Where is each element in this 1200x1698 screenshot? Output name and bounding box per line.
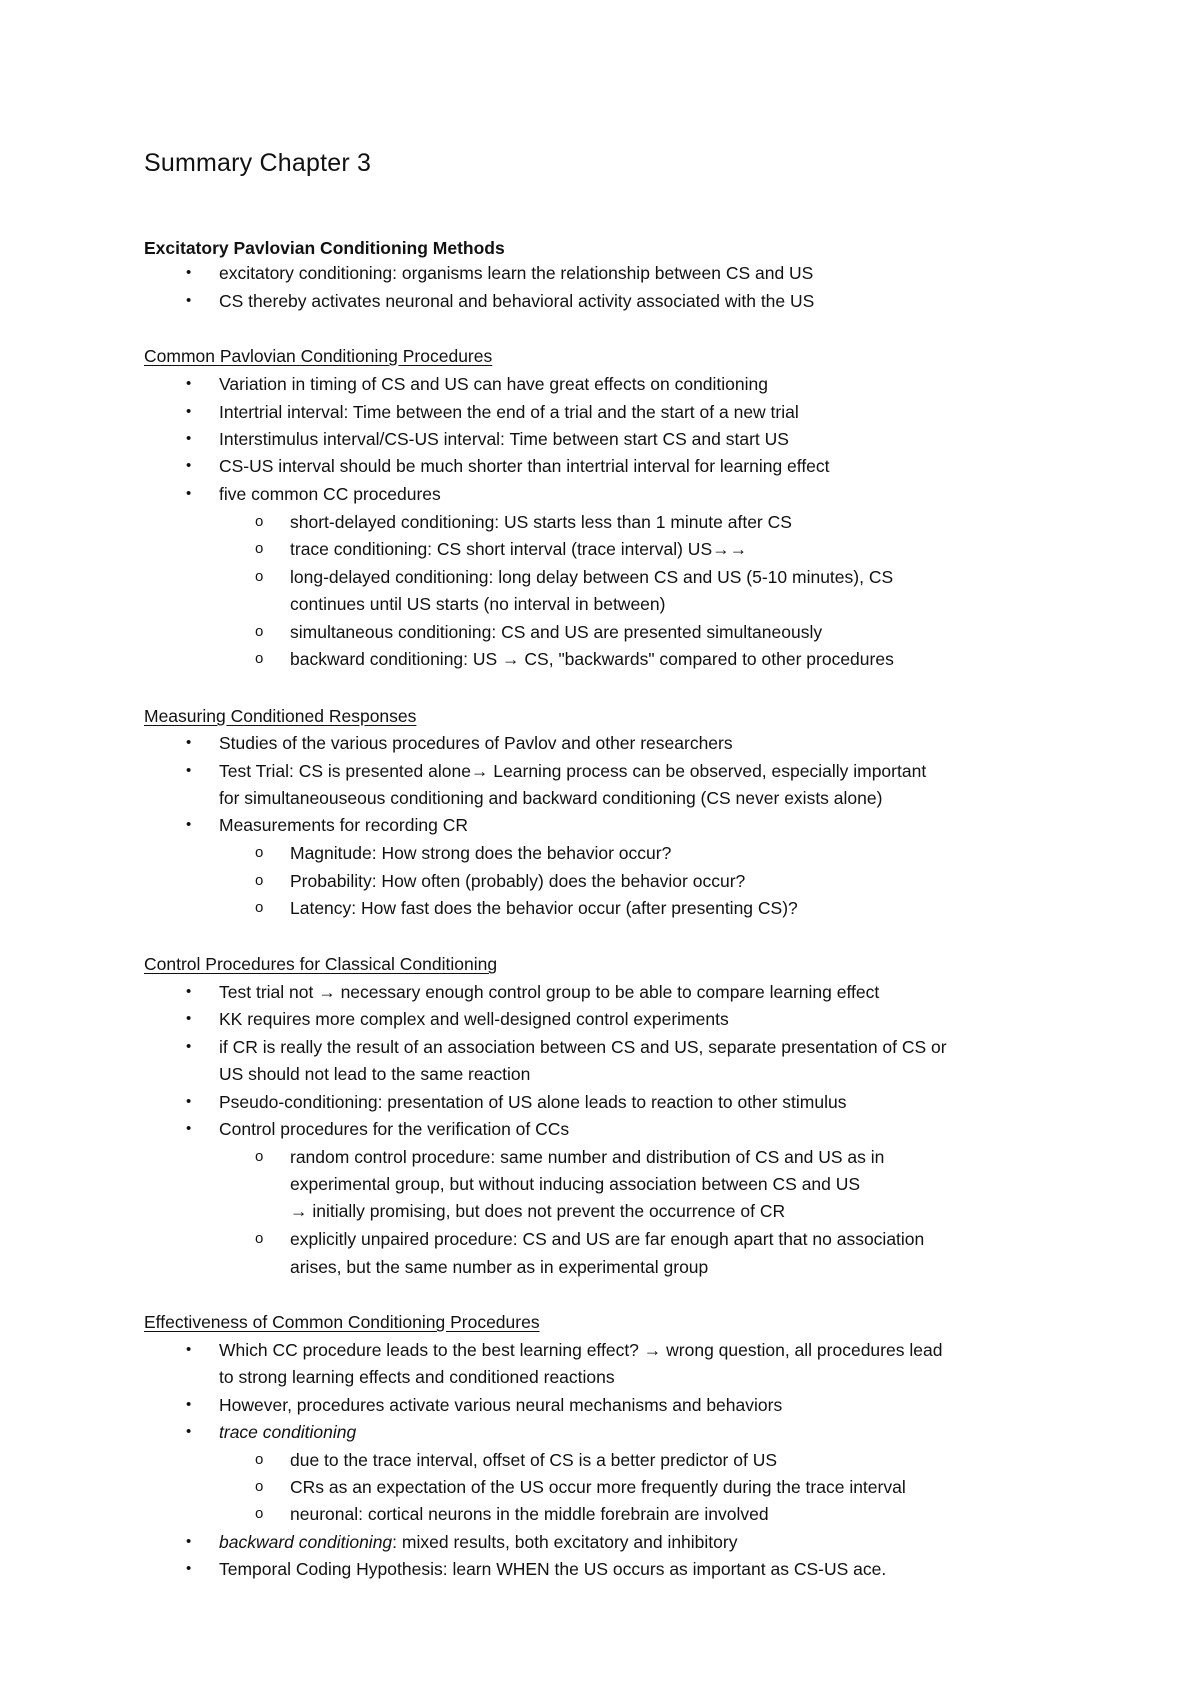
section-heading: Control Procedures for Classical Conditioning (144, 954, 498, 974)
section-heading: Effectiveness of Common Conditioning Procedures (144, 1312, 540, 1332)
document-page: Summary Chapter 3 Excitatory Pavlovian Conditioning Methods • excitatory conditioning: organisms learn the relationship between CS and US • CS thereby activates neuronal and behavioral activity associated with the US Common Pavlovian Conditioning Procedures • Variation in timing of CS and US can have great effects on conditioning • Intertrial interval: Time between the end of a trial and the start of a new trial • Interstimulus interval/CS-US interval: Time between start CS and start US • CS-US interval should be much shorter than intertrial interval for learning effect • five common CC procedures o short-delayed conditioning: US starts less than 1 minute after CS o trace conditioning: CS short interval (trace interval) US→→ o long-delayed conditioning: long delay between CS and US (5-10 minutes), CS continues until US starts (no interval in between) o simultaneous conditioning: CS and US are presented simultaneously o backward conditioning: US → CS, "backwards" compared to other procedures Measuring Conditioned Responses • Studies of the various procedures of Pavlov and other researchers • Test Trial: CS is presented alone→ Learning process can be observed, especially important for simultaneouseous conditioning and backward conditioning (CS never exists alone) • Measurements for recording CR o Magnitude: How strong does the behavior occur? o Probability: How often (probably) does the behavior occur? o Latency: How fast does the behavior occur (after presenting CS)? Control Procedures for Classical Conditioning • Test trial not → necessary enough control group to be able to compare learning effect • KK requires more complex and well-designed control experiments • if CR is really the result of an association between CS and US, separate presentation of CS or US should not lead to the same reaction • Pseudo-conditioning: presentation of US alone leads to reaction to other stimulus • Control procedures for the verification of CCs o random control procedure: same number and distribution of CS and US as in experimental group, but without inducing association between CS and US → initially promising, but does not prevent the occurrence of CR o explicitly unpaired procedure: CS and US are far enough apart that no association arises, but the same number as in experimental group Effectiveness of Common Conditioning Procedures • Which CC procedure leads to the best learning effect? → wrong question, all procedures lead to strong learning effects and conditioned reactions • However, procedures activate various neural mechanisms and behaviors • trace conditioning o due to the trace interval, offset of CS is a better predictor of US o CRs as an expectation of the US occur more frequently during the trace interval o neuronal: cortical neurons in the middle forebrain are involved • backward conditioning: mixed results, both excitatory and inhibitory • Temporal Coding Hypothesis: learn WHEN the US occurs as important as CS-US ace. (144, 149, 947, 1579)
page-title: Summary Chapter 3 (144, 149, 372, 177)
section-heading: Common Pavlovian Conditioning Procedures (144, 346, 493, 366)
section-heading: Excitatory Pavlovian Conditioning Methods (144, 238, 505, 258)
section-heading: Measuring Conditioned Responses (144, 706, 417, 726)
